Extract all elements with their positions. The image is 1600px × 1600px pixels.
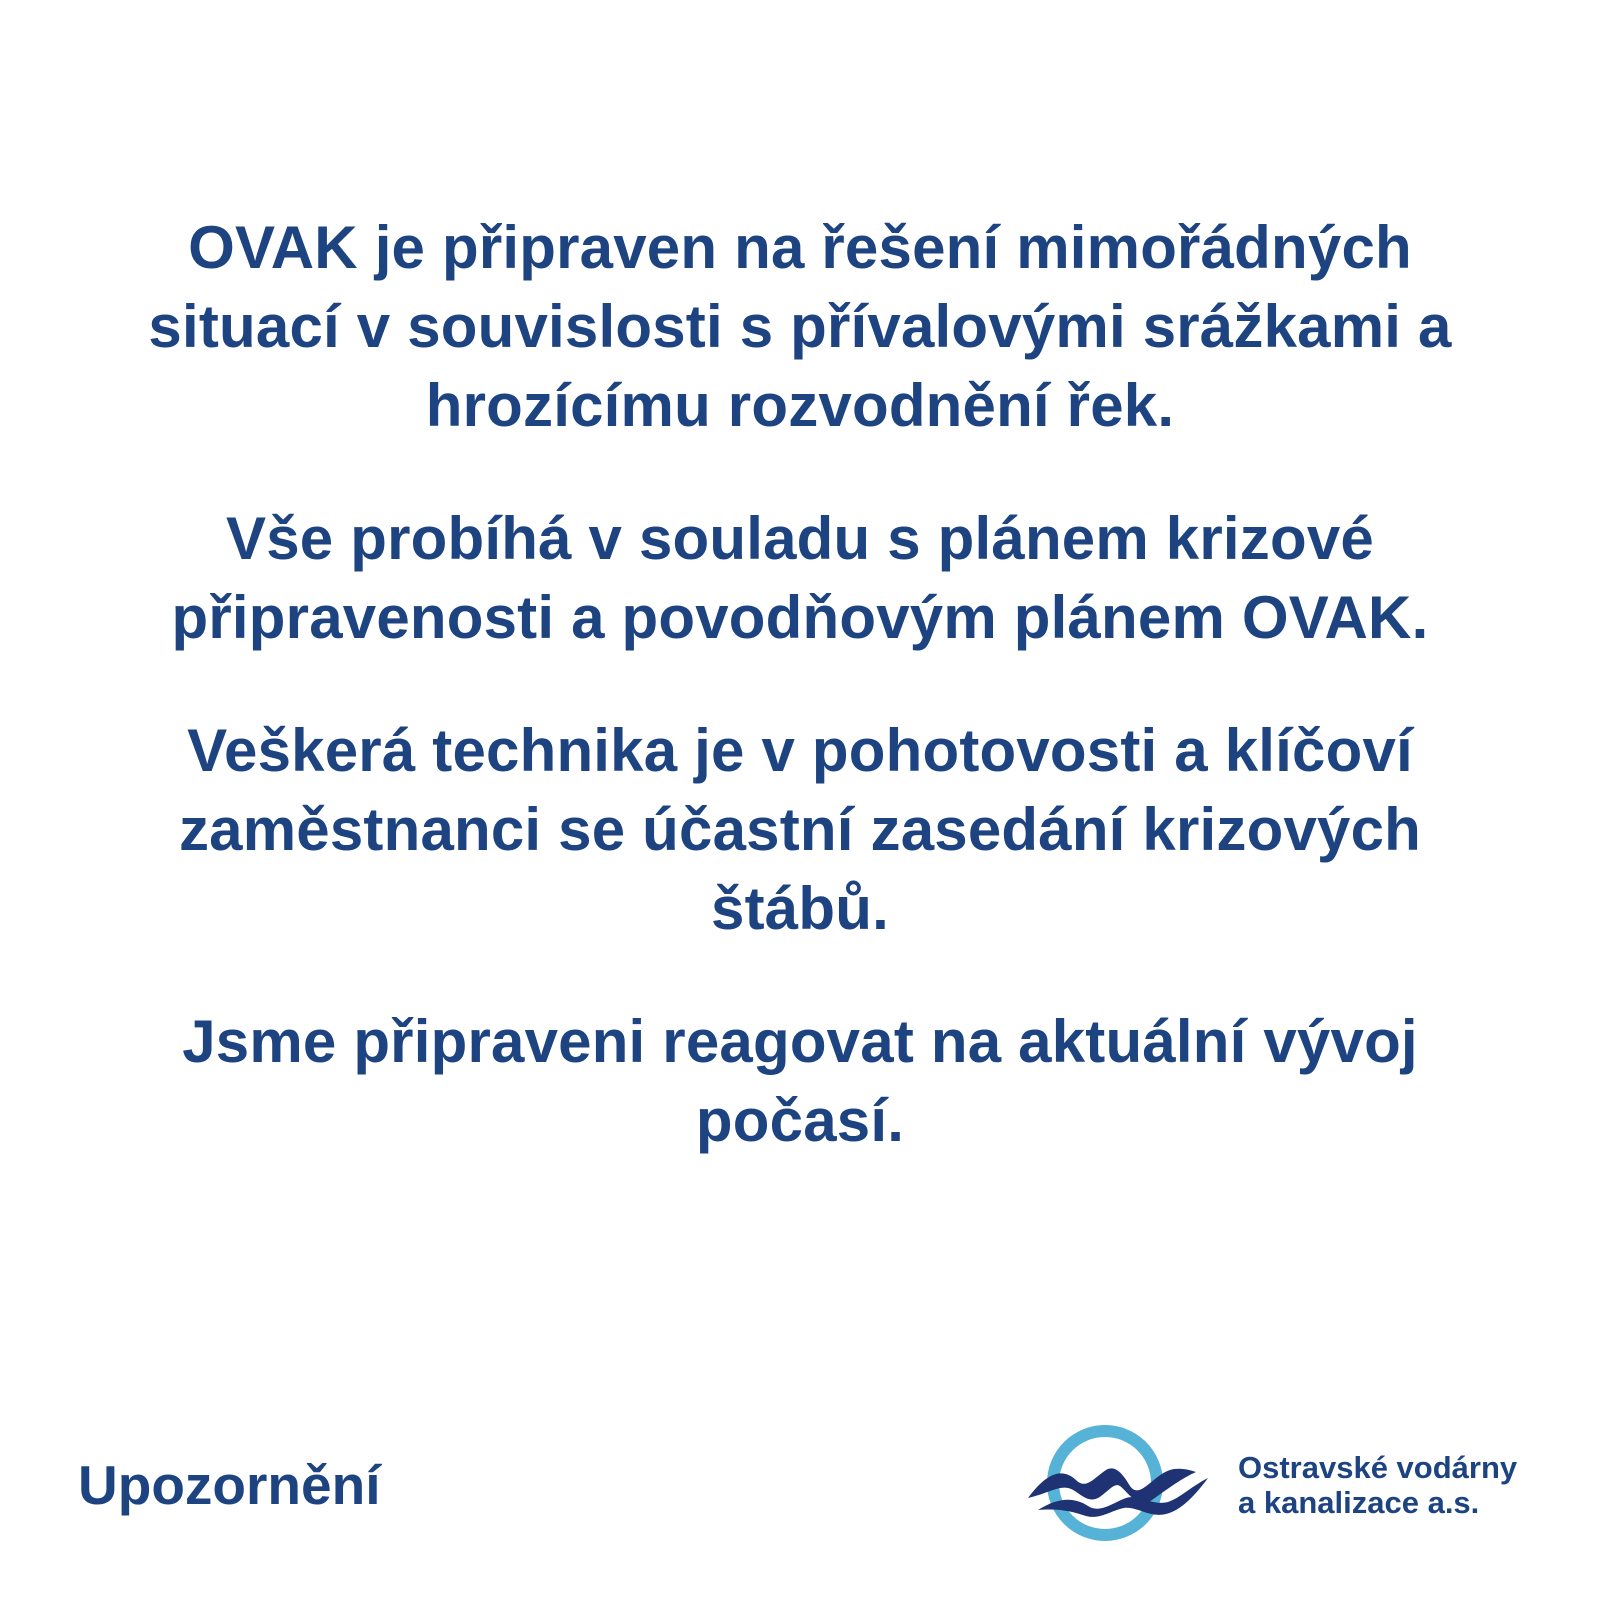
- notice-line: počasí.: [695, 1087, 905, 1154]
- notice-paragraph-1: [50, 208, 1550, 445]
- brand-name-line-2: a kanalizace a.s.: [1238, 1485, 1480, 1520]
- notice-paragraph-2: [50, 499, 1550, 657]
- ovak-wave-logo-icon: [1020, 1418, 1220, 1548]
- notice-body: [50, 208, 1550, 1214]
- notice-line: OVAK je připraven na řešení mimořádných: [188, 214, 1412, 281]
- brand-name: [1238, 1450, 1517, 1520]
- footer-label: Upozornění: [78, 1454, 381, 1516]
- notice-line: Veškerá technika je v pohotovosti a klíčoví: [187, 717, 1413, 784]
- notice-line: připravenosti a povodňovým plánem OVAK.: [171, 584, 1429, 651]
- notice-paragraph-4: [50, 1002, 1550, 1160]
- notice-line: zaměstnanci se účastní zasedání krizových: [178, 796, 1422, 863]
- notice-line: situací v souvislosti s přívalovými srážkami a: [148, 293, 1452, 360]
- brand-name-line-1: Ostravské vodárny: [1238, 1450, 1518, 1485]
- notice-line: hrozícímu rozvodnění řek.: [425, 372, 1175, 439]
- brand-block: [1020, 1418, 1540, 1548]
- notice-line: Jsme připraveni reagovat na aktuální vývoj: [182, 1008, 1418, 1075]
- notice-paragraph-3: [50, 711, 1550, 948]
- notice-line: štábů.: [711, 875, 889, 942]
- notice-line: Vše probíhá v souladu s plánem krizové: [226, 505, 1374, 572]
